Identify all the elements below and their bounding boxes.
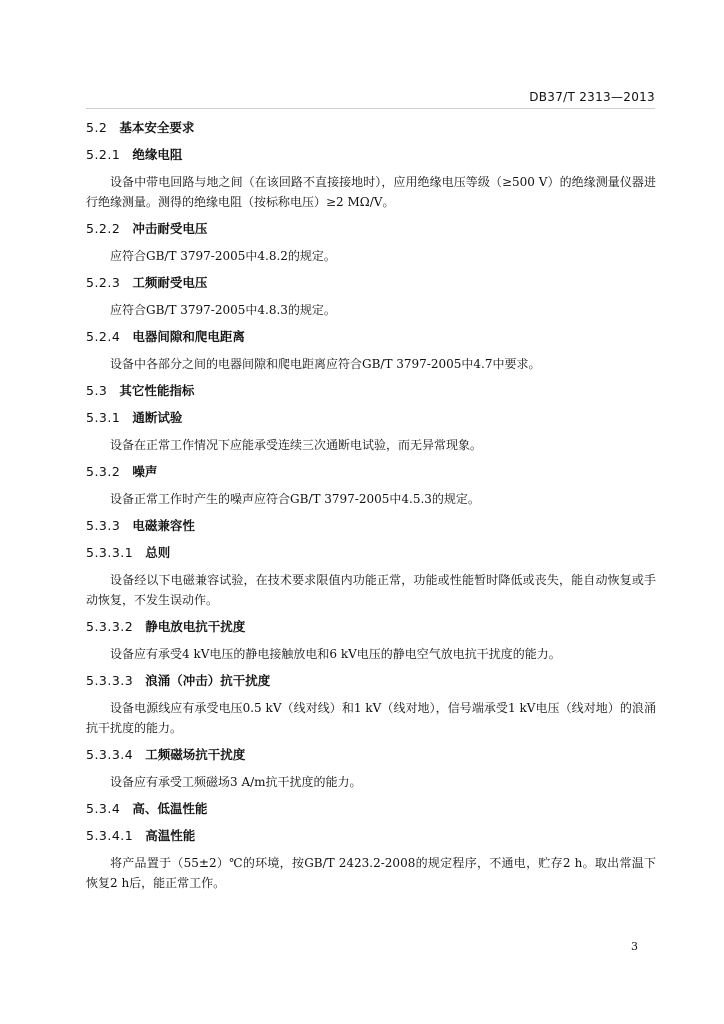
section-number: 5.2.3 [86,275,121,290]
paragraph: 设备电源线应有承受电压0.5 kV（线对线）和1 kV（线对地），信号端承受1 kV电压（线对地）的浪涌抗干扰度的能力。 [86,701,656,735]
section-heading [86,799,656,819]
section-title: 其它性能指标 [119,383,195,398]
section-heading [86,145,656,165]
document-code: DB37/T 2313—2013 [529,90,655,104]
section-number: 5.3.3.3 [86,673,134,688]
section-heading [86,273,656,293]
section-number: 5.3.2 [86,464,121,479]
section-number: 5.3.4.1 [86,828,134,843]
section-heading [86,745,656,765]
section-number: 5.3.1 [86,410,121,425]
paragraph: 设备中带电回路与地之间（在该回路不直接接地时），应用绝缘电压等级（≥500 V）的绝缘测量仪器进行绝缘测量。测得的绝缘电阻（按标称电压）≥2 MΩ/V。 [86,175,656,209]
section-heading [86,327,656,347]
section-heading [86,381,656,401]
section-title: 基本安全要求 [119,120,195,135]
section-heading [86,671,656,691]
section-heading [86,516,656,536]
section-title: 工频磁场抗干扰度 [145,747,246,762]
section-heading [86,408,656,428]
paragraph: 设备应有承受4 kV电压的静电接触放电和6 kV电压的静电空气放电抗干扰度的能力。 [110,647,561,661]
section-number: 5.2.1 [86,147,121,162]
section-number: 5.2.4 [86,329,121,344]
section-title: 通断试验 [132,410,183,425]
paragraph: 设备应有承受工频磁场3 A/m抗干扰度的能力。 [110,775,362,789]
section-heading [86,826,656,846]
section-number: 5.3.3 [86,518,121,533]
section-title: 冲击耐受电压 [132,221,208,236]
section-heading [86,462,656,482]
paragraph: 将产品置于（55±2）℃的环境，按GB/T 2423.2-2008的规定程序，不通电，贮存2 h。取出常温下恢复2 h后，能正常工作。 [86,856,656,890]
section-number: 5.3.3.1 [86,545,134,560]
section-title: 噪声 [132,464,158,479]
section-title: 静电放电抗干扰度 [145,619,246,634]
section-heading [86,219,656,239]
paragraph: 应符合GB/T 3797-2005中4.8.3的规定。 [110,303,336,317]
paragraph: 设备正常工作时产生的噪声应符合GB/T 3797-2005中4.5.3的规定。 [110,492,480,506]
section-number: 5.3.4 [86,801,121,816]
section-heading [86,543,656,563]
section-number: 5.3.3.2 [86,619,134,634]
page-number: 3 [631,940,638,953]
section-title: 电器间隙和爬电距离 [132,329,245,344]
header-divider [86,108,655,109]
section-number: 5.2 [86,120,108,135]
section-heading [86,617,656,637]
section-number: 5.3 [86,383,108,398]
section-title: 高、低温性能 [132,801,208,816]
section-title: 绝缘电阻 [132,147,183,162]
section-heading [86,118,656,138]
section-title: 工频耐受电压 [132,275,208,290]
section-title: 总则 [145,545,171,560]
document-body [86,118,656,900]
section-title: 高温性能 [145,828,196,843]
section-title: 浪涌（冲击）抗干扰度 [145,673,271,688]
paragraph: 设备中各部分之间的电器间隙和爬电距离应符合GB/T 3797-2005中4.7中要求。 [110,357,541,371]
section-number: 5.3.3.4 [86,747,134,762]
paragraph: 设备经以下电磁兼容试验，在技术要求限值内功能正常，功能或性能暂时降低或丧失，能自动恢复或手动恢复，不发生误动作。 [86,573,656,607]
section-title: 电磁兼容性 [132,518,195,533]
paragraph: 应符合GB/T 3797-2005中4.8.2的规定。 [110,249,336,263]
paragraph: 设备在正常工作情况下应能承受连续三次通断电试验，而无异常现象。 [110,438,483,452]
section-number: 5.2.2 [86,221,121,236]
